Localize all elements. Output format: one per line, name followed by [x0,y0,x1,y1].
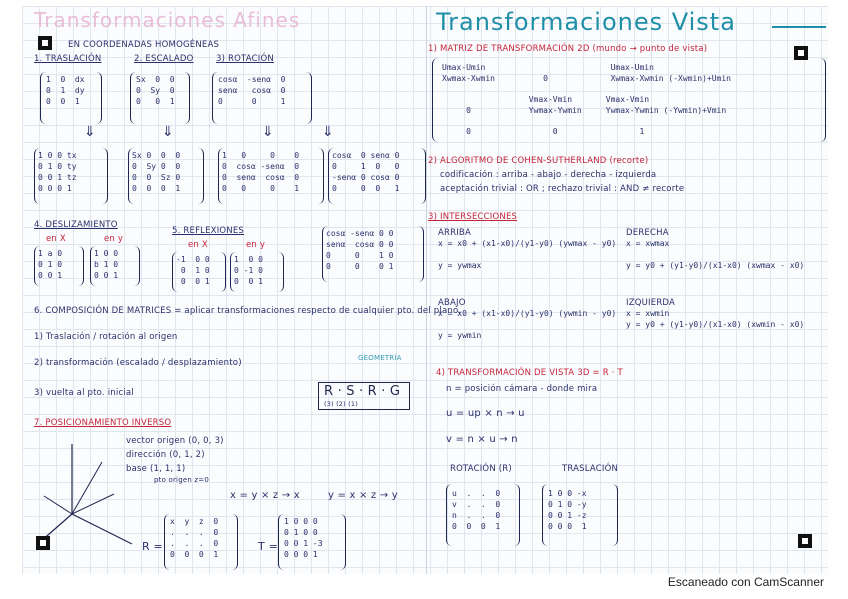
heading-composicion: 6. COMPOSICIÓN DE MATRICES = aplicar transformaciones respecto de cualquier pto. del plano. [34,306,462,316]
composition-formula: R · S · R · G [324,384,401,399]
formula-izquierda: x = xwmin y = y0 + (y1-y0)/(x1-x0) (xwmin - x0) [626,309,805,329]
vista-v: v = n × u → n [446,434,518,445]
matrix-scale-2d-content: Sx 0 0 0 Sy 0 0 0 1 [136,75,175,106]
matrix-shear-y-content: 1 0 0 b 1 0 0 0 1 [94,249,119,280]
matrix-r-inverse-content: x y z 0 . . . 0 . . . 0 0 0 0 1 [170,517,219,559]
heading-rotacion: 3) ROTACIÓN [216,54,274,64]
notebook-page [22,6,828,574]
vector-direccion: dirección (0, 1, 2) [126,450,205,460]
arrow-down-icon: ⇓ [322,124,334,140]
note-pto-origen: pto origen z=0 [154,476,210,484]
label-t-matrix: T = [258,540,279,553]
label-traslacion: TRASLACIÓN [562,464,619,474]
page-divider [426,6,427,574]
subtitle: EN COORDENADAS HOMOGÉNEAS [68,40,220,50]
matrix-scale-3d-content: Sx 0 0 0 0 Sy 0 0 0 0 Sz 0 0 0 0 1 [132,151,181,193]
scanner-watermark: Escaneado con CamScanner [667,575,824,589]
matrix-reflect-x-content: -1 0 0 0 1 0 0 0 1 [176,255,210,286]
heading-deslizamiento: 4. DESLIZAMIENTO [34,220,118,230]
title-underline [772,26,826,28]
matrix-rotation-view-content: u . . 0 v . . 0 n . . 0 0 0 0 1 [452,489,501,531]
arrow-down-icon: ⇓ [84,124,96,140]
composition-order: (3) (2) (1) [324,400,358,408]
matrix-reflect-y-content: 1 0 0 0 -1 0 0 0 1 [234,255,263,286]
arrow-down-icon: ⇓ [262,124,274,140]
heading-escalado: 2. ESCALADO [134,54,194,64]
left-title: Transformaciones Afines [34,8,301,32]
label-reflex-en-x: en X [188,240,208,250]
label-rotacion: ROTACIÓN (R) [450,464,512,474]
label-arriba: ARRIBA [438,228,471,238]
heading-posicionamiento-inverso: 7. POSICIONAMIENTO INVERSO [34,418,172,428]
heading-vista-3d: 4) TRANSFORMACIÓN DE VISTA 3D = R · T [436,368,623,378]
matrix-t-inverse-content: 1 0 0 0 0 1 0 0 0 0 1 -3 0 0 0 1 [284,517,323,559]
matrix-window-viewport-row-2: Vmax-Vmin Vmax-Vmin 0 Ywmax-Ywmin Ywmax-Ywmin (-Ywmin)+Vmin [466,95,727,115]
matrix-rotation-2d-content: cosα -senα 0 senα cosα 0 0 0 1 [218,75,286,106]
label-geometria: GEOMETRÍA [358,354,402,362]
matrix-rotation-x-3d-content: 1 0 0 0 0 cosα -senα 0 0 senα cosα 0 0 0 0 1 [222,151,300,193]
label-abajo: ABAJO [438,298,466,308]
vector-origen: vector origen (0, 0, 3) [126,436,224,446]
label-reflex-en-y: en y [246,240,266,250]
matrix-shear-x-content: 1 a 0 0 1 0 0 0 1 [38,249,63,280]
equation-x: x = y × z → x [230,490,300,501]
heading-reflexiones: 5. REFLEXIONES [172,226,245,236]
vista-u: u = up × n → u [446,408,525,419]
label-r-matrix: R = [142,540,163,553]
label-en-y: en y [104,234,124,244]
equation-y: y = x × z → y [328,490,398,501]
cohen-codificacion: codificación : arriba - abajo - derecha - izquierda [440,170,657,180]
matrix-translation-2d-content: 1 0 dx 0 1 dy 0 0 1 [46,75,85,106]
formula-arriba: x = x0 + (x1-x0)/(y1-y0) (ywmax - y0) y = ywmax [438,239,617,270]
heading-intersecciones: 3) INTERSECCIONES [428,212,518,222]
matrix-translation-view-content: 1 0 0 -x 0 1 0 -y 0 0 1 -z 0 0 0 1 [548,489,587,531]
label-en-x: en X [46,234,66,244]
heading-cohen-sutherland: 2) ALGORITMO DE COHEN-SUTHERLAND (recorte) [428,156,649,166]
formula-derecha: x = xwmax y = y0 + (y1-y0)/(x1-x0) (xwmax - x0) [626,239,805,270]
right-title: Transformaciones Vista [436,8,736,36]
vista-n: n = posición cámara - donde mira [446,384,598,394]
composition-step-2: 2) transformación (escalado / desplazamiento) [34,358,242,368]
arrow-down-icon: ⇓ [162,124,174,140]
label-izquierda: IZQUIERDA [626,298,676,308]
heading-traslacion: 1. TRASLACIÓN [34,54,102,64]
composition-step-1: 1) Traslación / rotación al origen [34,332,178,342]
label-derecha: DERECHA [626,228,669,238]
formula-abajo: x = x0 + (x1-x0)/(y1-y0) (ywmin - y0) y = ywmin [438,309,617,340]
matrix-window-viewport-row-3: 0 0 1 [442,127,645,136]
qr-marker-top-left [38,36,52,50]
matrix-rotation-y-3d-content: cosα 0 senα 0 0 1 0 0 -senα 0 cosα 0 0 0 0 1 [332,151,400,193]
heading-matriz-2d: 1) MATRIZ DE TRANSFORMACIÓN 2D (mundo → punto de vista) [428,44,708,54]
cohen-aceptacion: aceptación trivial : OR ; rechazo trivial : AND ≠ recorte [440,184,685,194]
qr-marker-bottom-right [798,534,812,548]
composition-step-3: 3) vuelta al pto. inicial [34,388,134,398]
vector-base: base (1, 1, 1) [126,464,186,474]
qr-marker-bottom-left [36,536,50,550]
matrix-translation-3d-content: 1 0 0 tx 0 1 0 ty 0 0 1 tz 0 0 0 1 [38,151,77,193]
matrix-rotation-z-3d-content: cosα -senα 0 0 senα cosα 0 0 0 0 1 0 0 0 0 1 [326,229,394,271]
matrix-window-viewport-row-1: Umax-Umin Umax-Umin Xwmax-Xwmin 0 Xwmax-Xwmin (-Xwmin)+Umin [442,63,731,83]
